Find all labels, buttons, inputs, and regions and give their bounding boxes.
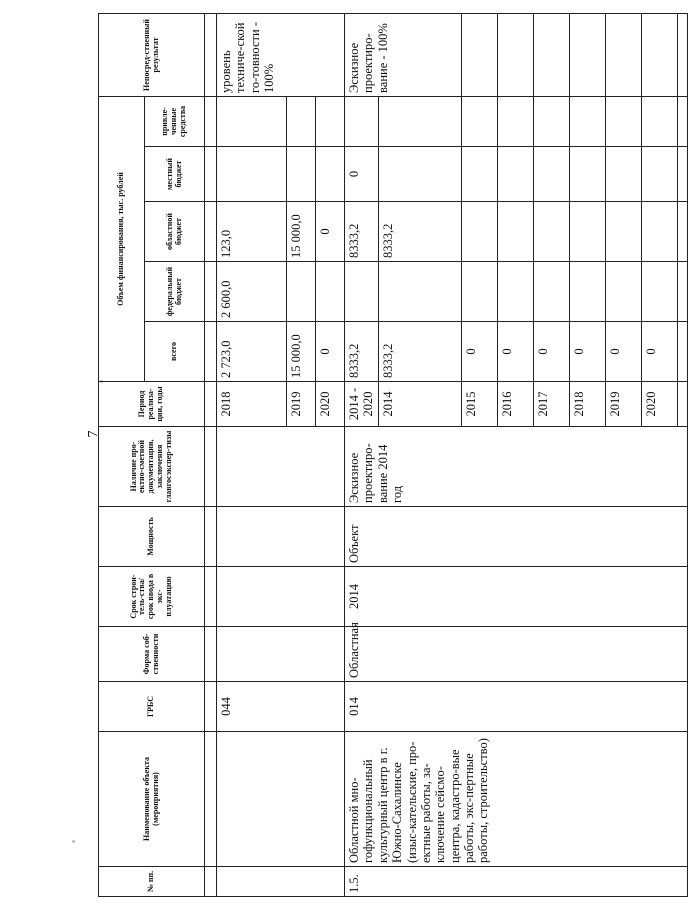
col-header-grbs: ГРБС xyxy=(99,682,205,732)
col-header-deadline: Срок строи-тель-ства/срок ввода в экс-плуатацию xyxy=(99,567,205,627)
period-cell: 2018 xyxy=(569,382,605,427)
period-cell: 2017 xyxy=(533,382,569,427)
regional-cell: 8333,2 xyxy=(345,202,379,262)
total-cell: 0 xyxy=(569,322,605,382)
rotated-sheet xyxy=(98,14,658,897)
row-number: 1.5. xyxy=(345,867,688,897)
period-cell: 2019 xyxy=(287,382,316,427)
col-header-ownership: Форма соб-ственности xyxy=(99,627,205,682)
docs-cell: Эскизное проектиро-вание 2014 год xyxy=(345,427,688,507)
col-header-regional: областной бюджет xyxy=(145,202,205,262)
col-header-federal: федеральный бюджет xyxy=(145,262,205,322)
local-cell: 0 xyxy=(345,147,379,202)
total-cell: 0 xyxy=(641,322,677,382)
total-cell: 0 xyxy=(533,322,569,382)
total-cell: 0 xyxy=(461,322,497,382)
federal-cell: 2 600,0 xyxy=(217,262,287,322)
period-cell: 2014 xyxy=(378,382,461,427)
table-row xyxy=(217,13,287,896)
regional-cell: 0 xyxy=(316,202,345,262)
col-header-total: всего xyxy=(145,322,205,382)
period-cell: 2018 xyxy=(217,382,287,427)
regional-cell: 123,0 xyxy=(217,202,287,262)
total-cell: 15 000,0 xyxy=(287,322,316,382)
col-header-result: Непосред-ственный результат xyxy=(99,13,205,96)
grbs-cell: 044 xyxy=(217,682,345,732)
col-header-num: № пп. xyxy=(99,867,205,897)
header-row xyxy=(99,13,145,896)
period-cell: 2014 - 2020 xyxy=(345,382,379,427)
col-header-funding: Объем финансирования, тыс. рублей xyxy=(99,96,145,381)
regional-cell: 8333,2 xyxy=(378,202,461,262)
page-number: 7 xyxy=(86,430,101,438)
col-header-docs: Наличие про-ектно-сметной документации, заключения главгосэкспер-тизы xyxy=(99,427,205,507)
total-cell: 8333,2 xyxy=(345,322,379,382)
ownership-cell: Областная xyxy=(345,627,688,682)
object-name: Областной мно-гофункциональный культурный центр в г. Южно-Сахалинске (изыс-кательские, про-ектные работы, за-ключение сейсмо-центра, кадастро-вые работы, экс-пертные работы, строительство) xyxy=(345,732,688,867)
period-cell: 2019 xyxy=(605,382,641,427)
rotated-content xyxy=(98,14,658,897)
deadline-cell: 2014 xyxy=(345,567,688,627)
table-row xyxy=(345,13,379,896)
capacity-cell: Объект xyxy=(345,507,688,567)
col-header-period: Период реализа-ции, годы xyxy=(99,382,205,427)
period-cell: 2015 xyxy=(461,382,497,427)
period-cell: 2020 xyxy=(641,382,677,427)
total-cell: 2 723,0 xyxy=(217,322,287,382)
col-header-capacity: Мощность xyxy=(99,507,205,567)
total-cell: 0 xyxy=(605,322,641,382)
period-cell: 2016 xyxy=(497,382,533,427)
total-cell: 0 xyxy=(316,322,345,382)
total-cell: 8333,2 xyxy=(378,322,461,382)
period-cell: 2020 xyxy=(316,382,345,427)
result-cell: уровень техниче-ской го-товности - 100% xyxy=(217,13,345,96)
col-header-attracted: привле-ченные средства xyxy=(145,96,205,146)
total-cell: 0 xyxy=(497,322,533,382)
regional-cell: 15 000,0 xyxy=(287,202,316,262)
col-header-local: местный бюджет xyxy=(145,147,205,202)
result-cell: Эскизное проектиро-вание - 100% xyxy=(345,13,462,96)
column-number-row xyxy=(205,13,217,896)
scan-speck xyxy=(72,840,75,843)
financing-table xyxy=(98,13,688,897)
col-header-name: Наименование объекта (мероприятия) xyxy=(99,732,205,867)
grbs-cell: 014 xyxy=(345,682,688,732)
